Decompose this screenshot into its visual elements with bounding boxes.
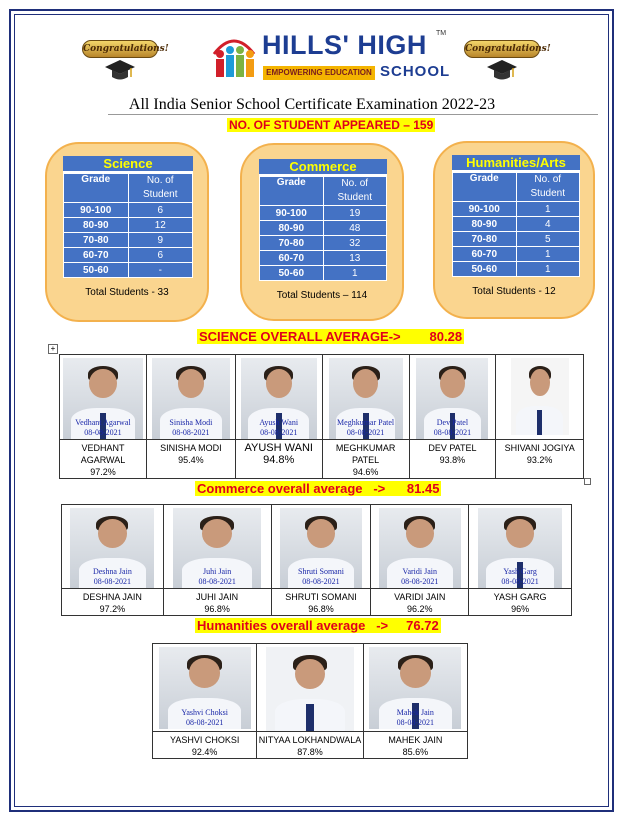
graduation-cap-icon [104,58,136,82]
student-cell [371,505,469,589]
logo-school: SCHOOL [380,63,451,80]
student-info [469,589,572,616]
student-cell [496,355,584,440]
title-divider [108,114,598,115]
school-logo [210,30,451,86]
humanities-average: Humanities overall average -> 76.72 [197,618,439,633]
student-percentage: 96.8% [308,604,334,614]
student-info [235,440,322,479]
commerce-summary-box [240,143,404,321]
photo-row [62,505,572,589]
commerce-grade-table [259,159,387,281]
humanities-heading: Humanities/Arts [452,155,580,172]
student-percentage: 94.6% [352,467,379,477]
commerce-total: Total Students – 114 [276,290,368,301]
student-info [257,732,363,759]
student-name: VARIDI JAIN [394,592,446,602]
graduation-cap-icon [486,58,518,82]
student-cell [322,355,409,440]
student-name: YASHVI CHOKSI [169,735,240,745]
photo-row [60,355,584,440]
student-cell [257,644,363,732]
student-name: JUHI JAIN [196,592,239,602]
student-percentage: 97.2% [90,467,116,477]
logo-tagline: EMPOWERING EDUCATION [263,66,375,80]
student-cell [146,355,235,440]
commerce-average: Commerce overall average -> 81.45 [197,481,440,496]
commerce-toppers-table [61,504,572,616]
student-photo: Juhi Jain 08-08-2021 [173,508,261,588]
student-info [60,440,147,479]
student-info [163,589,271,616]
table-row: 90-100 6 [64,203,193,218]
table-row: 80-90 48 [260,221,387,236]
student-name: SHRUTI SOMANI [285,592,357,602]
count-column-header: No. of Student [516,173,580,202]
student-percentage: 96% [511,604,530,614]
table-row: 80-90 12 [64,218,193,233]
science-heading: Science [63,156,193,173]
student-percentage: 92.4% [191,747,218,757]
student-photo: Yash Garg 08-08-2021 [478,508,562,588]
grade-column-header: Grade [453,173,517,202]
student-photo: Sinisha Modi 08-08-2021 [152,358,230,439]
student-cell [60,355,147,440]
name-row [62,589,572,616]
student-photo: Vedhant Agarwal 08-08-2021 [63,358,143,439]
congratulations-badge-left [82,30,169,86]
table-row: 90-100 1 [453,202,580,217]
student-info [322,440,409,479]
table-row: 80-90 4 [453,217,580,232]
table-row: 70-80 5 [453,232,580,247]
science-grade-table [63,156,193,278]
count-column-header: No. of Student [323,177,387,206]
student-name: NITYAA LOKHANDWALA [258,735,362,745]
student-percentage: 93.2% [526,455,553,465]
student-info [153,732,257,759]
table-row: 50-60 - [64,263,193,278]
page-header [0,30,624,90]
humanities-toppers-table [152,643,468,759]
student-photo: Meghkumar Patel 08-08-2021 [329,358,403,439]
humanities-grade-table [452,155,580,277]
student-name: MEGHKUMAR PATEL [335,443,396,465]
student-photo: Dev Patel 08-08-2021 [416,358,488,439]
congratulations-text: Congratulations! [464,40,540,58]
student-cell [363,644,467,732]
student-name: YASH GARG [493,592,547,602]
student-percentage: 85.6% [402,747,429,757]
grade-column-header: Grade [64,174,129,203]
student-cell [469,505,572,589]
student-percentage: 96.2% [407,604,433,614]
exam-title: All India Senior School Certificate Examination 2022-23 [128,96,496,113]
student-percentage: 94.8% [263,454,295,466]
students-appeared: NO. OF STUDENT APPEARED – 159 [229,118,434,132]
table-row: 60-70 1 [453,247,580,262]
student-percentage: 95.4% [178,455,204,465]
student-info [62,589,164,616]
student-photo: Mahek Jain 08-08-2021 [369,647,461,729]
student-info [363,732,467,759]
student-photo [511,358,569,435]
name-row [60,440,584,479]
table-resize-handle[interactable] [584,478,591,485]
student-name: MAHEK JAIN [388,735,443,745]
name-row [153,732,468,759]
student-cell [271,505,371,589]
table-move-handle-icon[interactable]: + [48,344,58,354]
logo-trademark: TM [436,30,447,37]
humanities-summary-box [433,141,595,319]
student-photo [266,647,354,731]
table-row: 50-60 1 [453,262,580,277]
science-total: Total Students - 33 [85,287,169,298]
student-name: SHIVANI JOGIYA [504,443,575,453]
student-percentage: 87.8% [297,747,323,757]
student-info [146,440,235,479]
table-row: 50-60 1 [260,266,387,281]
student-percentage: 93.8% [439,455,466,465]
student-name: SINISHA MODI [160,443,222,453]
table-row: 60-70 6 [64,248,193,263]
science-summary-box [45,142,209,322]
student-photo: Yashvi Choksi 08-08-2021 [159,647,251,729]
congratulations-badge-right [464,30,551,86]
student-percentage: 96.8% [204,604,230,614]
student-cell [163,505,271,589]
science-toppers-table [59,354,584,479]
science-average: SCIENCE OVERALL AVERAGE-> 80.28 [199,329,463,344]
grade-column-header: Grade [260,177,324,206]
congratulations-text: Congratulations! [82,40,158,58]
student-cell [409,355,496,440]
student-name: AYUSH WANI [244,442,313,454]
kids-logo-icon [210,32,258,82]
table-row: 60-70 13 [260,251,387,266]
student-photo: Shruti Somani 08-08-2021 [280,508,362,588]
humanities-total: Total Students - 12 [472,286,556,297]
student-name: VEDHANT AGARWAL [80,443,126,465]
table-row: 90-100 19 [260,206,387,221]
student-info [409,440,496,479]
student-photo: Deshna Jain 08-08-2021 [70,508,154,588]
count-column-header: No. of Student [128,174,193,203]
student-name: DESHNA JAIN [82,592,142,602]
student-photo: Varidi Jain 08-08-2021 [379,508,461,588]
table-row: 70-80 9 [64,233,193,248]
student-cell [235,355,322,440]
student-percentage: 97.2% [99,604,126,614]
student-photo: Ayush Wani 08-08-2021 [241,358,317,439]
student-info [496,440,584,479]
student-name: DEV PATEL [428,443,477,453]
student-info [371,589,469,616]
logo-name: HILLS' HIGH [262,30,427,60]
student-info [271,589,371,616]
table-row: 70-80 32 [260,236,387,251]
student-cell [153,644,257,732]
commerce-heading: Commerce [259,159,387,176]
student-cell [62,505,164,589]
photo-row [153,644,468,732]
